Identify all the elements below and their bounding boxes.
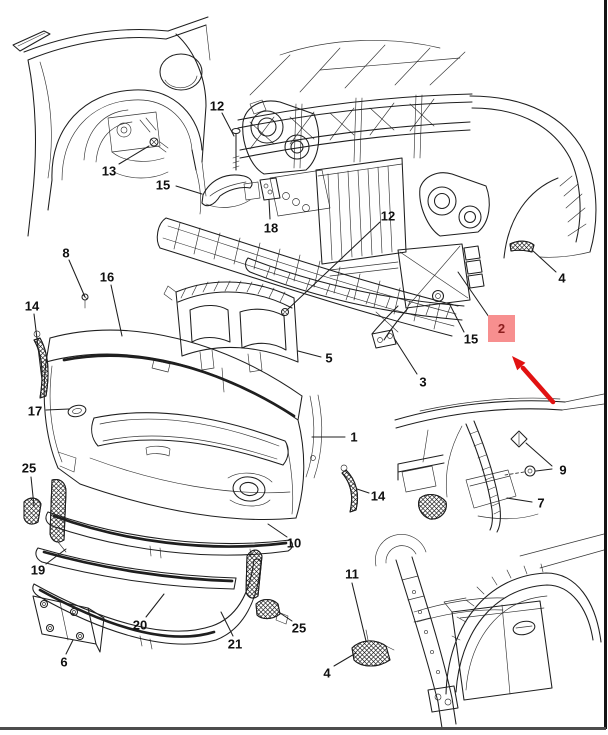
callout-13[interactable]: 13 (101, 163, 117, 179)
energy-absorber-drawing (157, 218, 458, 336)
bumper-fascia-drawing (44, 330, 304, 519)
highlight-arrow (512, 356, 553, 402)
callout-11[interactable]: 11 (345, 566, 359, 582)
callout-15-upper[interactable]: 15 (155, 177, 171, 193)
wheel-liner-inset-drawing (395, 394, 604, 532)
front-end-module-drawing (202, 40, 596, 348)
callout-19[interactable]: 19 (30, 562, 46, 578)
callout-8[interactable]: 8 (62, 245, 70, 261)
wheel-house-inset-drawing (352, 534, 604, 728)
air-dam-lower-strip-drawing (30, 550, 288, 652)
callout-20[interactable]: 20 (132, 617, 148, 633)
callout-leader-lines (31, 113, 556, 666)
callout-4-bottom[interactable]: 4 (323, 665, 331, 681)
callout-17[interactable]: 17 (27, 403, 43, 419)
callout-12-top[interactable]: 12 (209, 98, 225, 114)
callout-12-mid[interactable]: 12 (380, 208, 396, 224)
callout-1[interactable]: 1 (350, 429, 358, 445)
callout-15-right[interactable]: 15 (463, 331, 479, 347)
callout-5[interactable]: 5 (325, 350, 333, 366)
callout-21[interactable]: 21 (227, 636, 243, 652)
callout-16[interactable]: 16 (99, 269, 115, 285)
grille-panel-drawing (164, 281, 298, 392)
air-dam-upper-strip-drawing (36, 480, 236, 590)
car-body-quarter-view-drawing (13, 17, 210, 236)
callout-9[interactable]: 9 (559, 462, 567, 478)
highlight-callout-2[interactable]: 2 (488, 315, 515, 342)
callout-7[interactable]: 7 (537, 495, 545, 511)
page-right-border (604, 0, 607, 729)
callout-3[interactable]: 3 (419, 374, 427, 390)
callout-10[interactable]: 10 (286, 535, 302, 551)
callout-6[interactable]: 6 (60, 654, 68, 670)
callout-14-right[interactable]: 14 (370, 488, 386, 504)
callout-25-left[interactable]: 25 (21, 460, 37, 476)
callout-25-right[interactable]: 25 (291, 620, 307, 636)
page-bottom-border (0, 727, 606, 730)
callout-4-top[interactable]: 4 (558, 270, 566, 286)
callout-14-left[interactable]: 14 (24, 298, 40, 314)
callout-18[interactable]: 18 (263, 220, 279, 236)
